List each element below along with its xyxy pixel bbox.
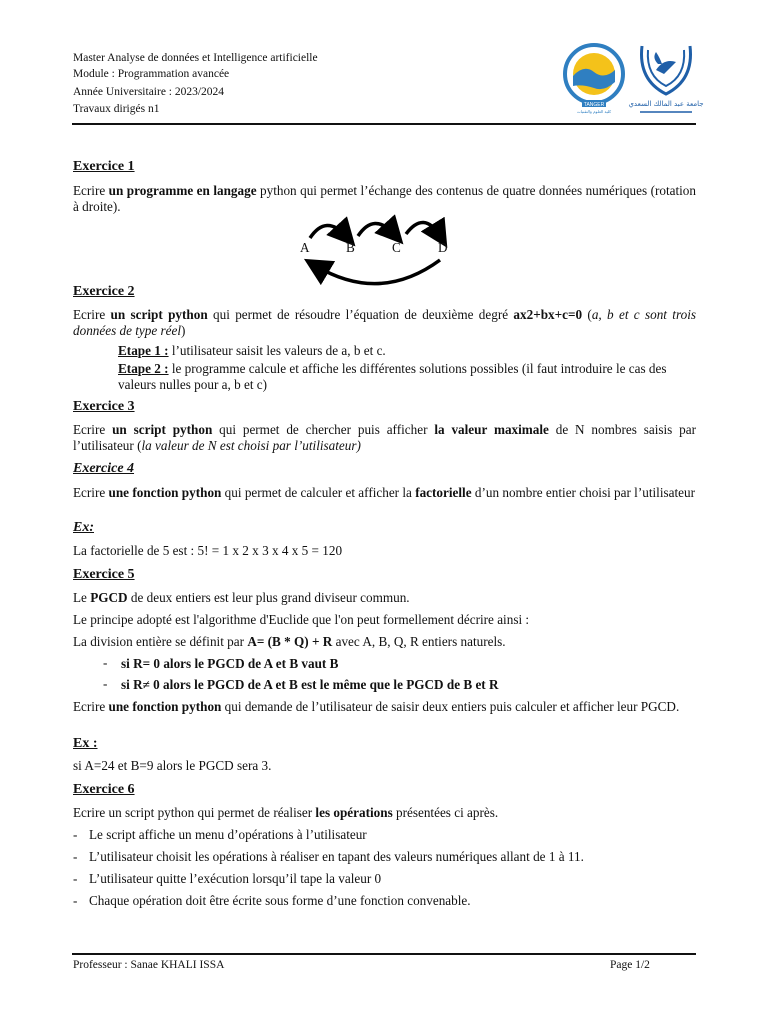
arrow-d-a	[316, 260, 440, 284]
ex5-bullet1-dash: -	[103, 655, 108, 670]
rotation-diagram	[290, 212, 460, 292]
arrow-b-c	[358, 223, 394, 236]
ex5-bullet1: si R= 0 alors le PGCD de A et B vaut B	[121, 656, 339, 671]
arrow-c-d	[406, 222, 440, 236]
ex6-item4-dash: -	[73, 893, 78, 908]
ex6-item3-dash: -	[73, 871, 78, 886]
ex5-title: Exercice 5	[73, 567, 135, 582]
letter-d: D	[438, 240, 448, 255]
ex6-item1: Le script affiche un menu d’opérations à l’utilisateur	[89, 827, 367, 842]
ex3-text: Ecrire un script python qui permet de chercher puis afficher la valeur maximale de N nombres saisis par l’utilisateur (la valeur de N est choisi par l’utilisateur)	[73, 422, 696, 453]
ex2-title: Exercice 2	[73, 284, 135, 299]
ex6-item1-dash: -	[73, 827, 78, 842]
svg-text:جامعة عبد المالك السعدي: جامعة عبد المالك السعدي	[628, 100, 704, 108]
ex4-ex-label: Ex:	[73, 520, 94, 535]
university-logo	[628, 40, 704, 118]
ex5-bullet2: si R≠ 0 alors le PGCD de A et B est le même que le PGCD de B et R	[121, 677, 499, 692]
ex5-ex-label: Ex :	[73, 736, 98, 751]
ex2-text: Ecrire un script python qui permet de résoudre l’équation de deuxième degré ax2+bx+c=0 (a, b et c sont trois données de type réel)	[73, 307, 696, 338]
letter-b: B	[346, 240, 355, 255]
fst-tanger-logo	[560, 42, 628, 114]
header-year: Année Universitaire : 2023/2024	[73, 86, 225, 98]
ex6-item4: Chaque opération doit être écrite sous forme d’une fonction convenable.	[89, 893, 471, 908]
header-module: Module : Programmation avancée	[73, 68, 230, 80]
ex1-text: Ecrire un programme en langage python qui permet l’échange des contenus de quatre données numériques (rotation à droite).	[73, 183, 696, 214]
ex6-title: Exercice 6	[73, 782, 135, 797]
ex6-item2: L’utilisateur choisit les opérations à réaliser en tapant des valeurs numériques allant de 1 à 11.	[89, 849, 584, 864]
ex6-item3: L’utilisateur quitte l’exécution lorsqu’il tape la valeur 0	[89, 871, 382, 886]
ex4-text: Ecrire une fonction python qui permet de calculer et afficher la factorielle d’un nombre entier choisi par l’utilisateur	[73, 485, 695, 500]
header-master: Master Analyse de données et Intelligence artificielle	[73, 52, 318, 64]
ex5-line3: La division entière se définit par A= (B * Q) + R avec A, B, Q, R entiers naturels.	[73, 634, 506, 649]
letter-c: C	[392, 240, 401, 255]
ex4-example: La factorielle de 5 est : 5! = 1 x 2 x 3 x 4 x 5 = 120	[73, 543, 343, 558]
ex6-line1: Ecrire un script python qui permet de réaliser les opérations présentées ci après.	[73, 805, 499, 820]
header-rule	[72, 123, 696, 125]
svg-text:كلية العلوم والتقنيات: كلية العلوم والتقنيات	[576, 109, 612, 114]
ex1-title: Exercice 1	[73, 159, 135, 174]
footer-rule	[72, 953, 696, 955]
logo1-tanger-text: TANGER	[583, 102, 605, 108]
ex5-example: si A=24 et B=9 alors le PGCD sera 3.	[73, 758, 272, 773]
arrow-a-b	[310, 225, 346, 238]
footer-page: Page 1/2	[610, 959, 650, 971]
ex5-line1: Le PGCD de deux entiers est leur plus grand diviseur commun.	[73, 590, 410, 605]
ex2-step1: Etape 1 : l’utilisateur saisit les valeurs de a, b et c.	[118, 343, 386, 358]
footer-professor: Professeur : Sanae KHALI ISSA	[73, 959, 225, 971]
header-td: Travaux dirigés n1	[73, 103, 160, 115]
ex4-title: Exercice 4	[73, 461, 135, 476]
ex6-item2-dash: -	[73, 849, 78, 864]
ex5-line4: Ecrire une fonction python qui demande de l’utilisateur de saisir deux entiers puis calculer et afficher leur PGCD.	[73, 699, 680, 714]
ex2-step2: Etape 2 : le programme calcule et affiche les différentes solutions possibles (il faut introduire le cas des valeurs nulles pour a, b et c)	[118, 361, 667, 392]
ex5-bullet2-dash: -	[103, 676, 108, 691]
ex3-title: Exercice 3	[73, 399, 135, 414]
ex5-line2: Le principe adopté est l'algorithme d'Euclide que l'on peut formellement décrire ainsi :	[73, 612, 530, 627]
letter-a: A	[300, 240, 310, 255]
